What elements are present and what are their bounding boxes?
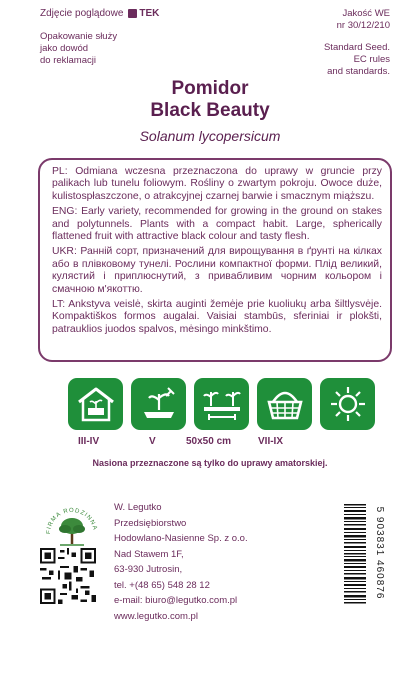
company-city: 63-930 Jutrosin, [114,564,183,575]
barcode-number: 5 903831 460876 [374,506,385,600]
description-lt: LT: Ankstyva veislė, skirta auginti žemėje prie kuoliukų arba šiltlysvėje. Kompaktiškos formos augalai. Vaisiai stambūs, sferiniai ir plokšti, patrauklios juodos spalvos, mėsingo minkštimo. [52,299,382,335]
cultivation-icons [68,378,375,430]
company-name: W. Legutko [114,502,162,513]
description-box [38,158,392,362]
standard-note [324,42,390,78]
greenhouse-sowing-icon [68,378,123,430]
complaint-note-line: jako dowód [40,43,89,54]
description-pl: PL: Odmiana wczesna przeznaczona do uprawy w gruncie przy palikach lub tunelu foliowym. Rośliny o zwartym pokroju. Owoce duże, kulistospłaszczone, o atrakcyjnej czarnej barwie i smacznym miąższu. [52,166,382,202]
description-ukr: UKR: Ранній сорт, призначений для вирощування в ґрунті на кілках або в плівковому тунелі. Рослини компактної форми. Плід великий, кулястий і приплюснутий, з привабливим чорним кольором і смачною м'якоттю. [52,246,382,295]
photo-note: Zdjęcie poglądowe [40,8,124,19]
company-street: Nad Stawem 1F, [114,548,184,560]
company-type: Przedsiębiorstwo [114,517,187,529]
company-address [114,500,248,624]
amateur-use-note: Nasiona przeznaczone są tylko do uprawy amatorskiej. [92,458,328,468]
company-email[interactable]: e-mail: biuro@legutko.com.pl [114,595,238,606]
complaint-note-line: do reklamacji [40,55,96,66]
complaint-note-line: Opakowanie służy [40,31,118,42]
sowing-period: III-IV [78,436,100,447]
tek-label: TEK [139,8,160,19]
cultivation-labels [68,436,358,452]
header-right [324,8,390,78]
product-title [0,78,420,144]
standard-line: EC rules [353,54,390,65]
quality-line: nr 30/12/210 [336,20,390,31]
photo-note-line [40,8,170,19]
tek-badge [128,8,159,19]
product-name-line2: Black Beauty [150,100,270,121]
qr-code[interactable] [40,548,96,604]
quality-line: Jakość WE [342,8,390,19]
quality-note [324,8,390,32]
harvest-period: VII-IX [258,436,284,447]
sun-icon [320,378,375,430]
header-left [40,8,170,67]
company-legal-name: Hodowlano-Nasienne Sp. z o.o. [114,533,248,544]
spacing-icon [194,378,249,430]
product-name-line1: Pomidor [171,78,249,99]
harvest-basket-icon [257,378,312,430]
logo-text: FIRMA RODZINNA [46,507,98,535]
standard-line: and standards. [327,66,390,77]
company-phone[interactable]: tel. +(48 65) 548 28 12 [114,579,210,591]
tek-icon [128,9,137,18]
family-company-logo [46,504,98,548]
latin-name: Solanum lycopersicum [139,128,281,144]
standard-line: Standard Seed. [323,42,390,53]
plant-spacing: 50x50 cm [186,436,232,447]
planting-period: V [149,436,156,447]
complaint-note [40,31,170,67]
description-eng: ENG: Early variety, recommended for growing in the ground on stakes and polytunnels. Plants with a compact habit. Large, spherically flattened fruit with attractive black colour and tasty flesh. [52,206,382,243]
planting-out-icon [131,378,186,430]
company-website[interactable]: www.legutko.com.pl [114,610,198,622]
